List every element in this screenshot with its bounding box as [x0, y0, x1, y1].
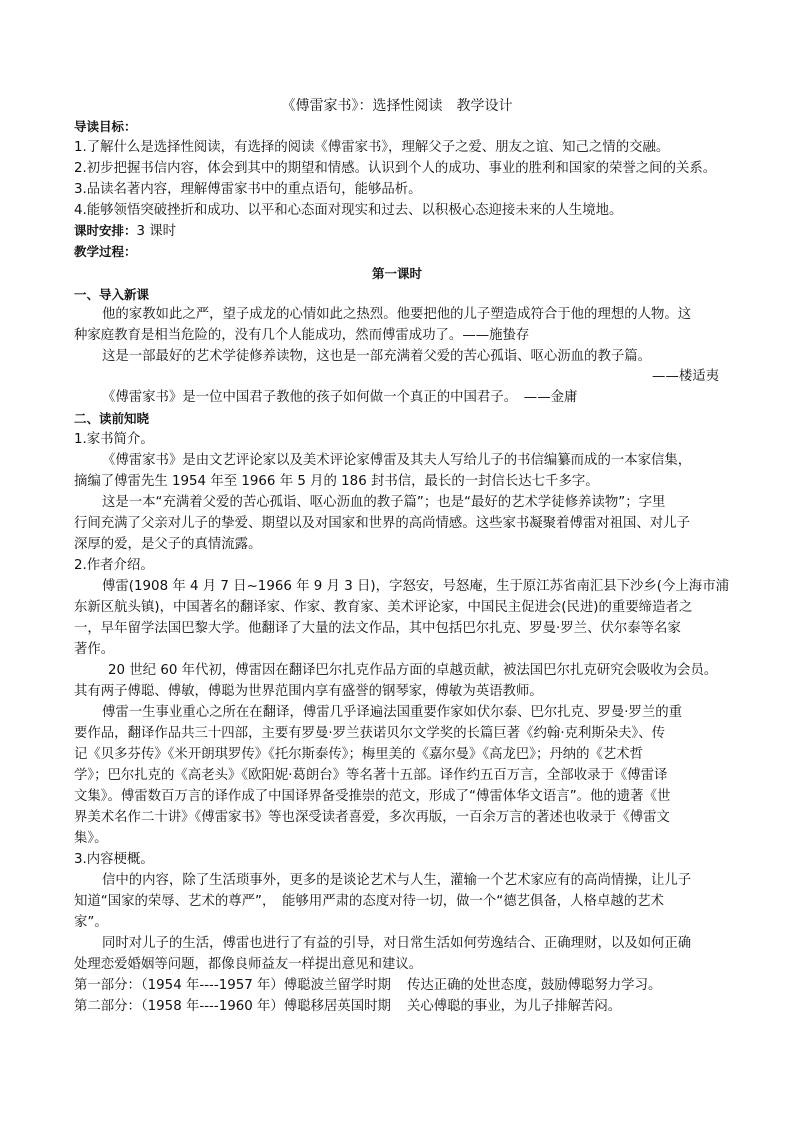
paragraph-line: 界美术名作二十讲》《傅雷家书》等也深受读者喜爱，多次再版，一百余万言的著述也收录于《傅雷文: [74, 810, 670, 825]
paragraph-line: 他的家教如此之严，望子成龙的心情如此之热烈。他要把他的儿子塑造成符合于他的理想的人物。这: [102, 307, 692, 322]
schedule-value: 3 课时: [136, 224, 177, 239]
process-heading: 教学过程：: [74, 244, 137, 259]
lesson-title: 第一课时: [371, 266, 422, 281]
paragraph-line: 《傅雷家书》是一位中国君子教他的孩子如何做一个真正的中国君子。 ——金庸: [102, 390, 578, 405]
goal-item: 2.初步把握书信内容，体会到其中的期望和情感。认识到个人的成功、事业的胜利和国家的荣誉之间的关系。: [74, 161, 717, 176]
part-row: [74, 976, 661, 996]
part-description: 关心傅聪的事业，为儿子排解苦闷。: [406, 999, 622, 1014]
goal-item: 1.了解什么是选择性阅读，有选择的阅读《傅雷家书》，理解父子之爱、朋友之谊、知己之情的交融。: [74, 140, 670, 155]
section-heading: 二、读前知晓: [74, 411, 150, 426]
paragraph-line: 傅雷一生事业重心之所在在翻译，傅雷几乎译遍法国重要作家如伏尔泰、巴尔扎克、罗曼·罗兰的重: [102, 705, 683, 720]
paragraph-line: 行间充满了父亲对儿子的挚爱、期望以及对国家和世界的高尚情感。这些家书凝聚着傅雷对祖国、对儿子: [74, 516, 690, 531]
paragraph-line: 《傅雷家书》是由文艺评论家以及美术评论家傅雷及其夫人写给儿子的书信编纂而成的一本家信集，: [102, 453, 692, 468]
paragraph-line: 一，早年留学法国巴黎大学。他翻译了大量的法文作品，其中包括巴尔扎克、罗曼·罗兰、伏尔泰等名家: [74, 621, 681, 636]
part-description: 传达正确的处世态度，鼓励傅聪努力学习。: [406, 978, 662, 993]
paragraph-line: 家”。: [74, 915, 108, 930]
document-title: 《傅雷家书》：选择性阅读 教学设计: [281, 98, 513, 114]
quote-attribution: ——楼适夷: [652, 369, 719, 384]
paragraph-line: 知道“国家的荣辱、艺术的尊严”， 能够用严肃的态度对待一切，做一个“德艺俱备，人格卓越的艺术: [74, 894, 664, 909]
paragraph-line: 这是一本“充满着父爱的苦心孤诣、呕心沥血的教子篇”；也是“最好的艺术学徒修养读物”；字里: [102, 495, 666, 510]
part-label: 第二部分：（1958 年----1960 年）傅聪移居英国时期: [74, 999, 391, 1014]
paragraph-line: 这是一部最好的艺术学徒修养读物，这也是一部充满着父爱的苦心孤诣、呕心沥血的教子篇。: [102, 349, 652, 364]
subsection-heading: 1.家书简介。: [74, 432, 154, 447]
goal-item: 4.能够领悟突破挫折和成功、以平和心态面对现实和过去、以积极心态迎接未来的人生境地。: [74, 203, 623, 218]
paragraph-line: 摘编了傅雷先生 1954 年至 1966 年 5 月的 186 封书信，最长的一封信长达七千多字。: [74, 474, 599, 489]
schedule-label: 课时安排：: [74, 223, 137, 238]
part-label: 第一部分：（1954 年----1957 年）傅聪波兰留学时期: [74, 978, 391, 993]
paragraph-line: 文集》。傅雷数百万言的译作成了中国译界备受推崇的范文，形成了“傅雷体华文语言”。他的遗著《世: [74, 789, 671, 804]
paragraph-line: 信中的内容，除了生活琐事外，更多的是谈论艺术与人生，灌输一个艺术家应有的高尚情操，让儿子: [102, 873, 692, 888]
subsection-heading: 3.内容梗概。: [74, 852, 154, 867]
paragraph-line: 同时对儿子的生活，傅雷也进行了有益的引导，对日常生活如何劳逸结合、正确理财，以及如何正确: [102, 936, 692, 951]
paragraph-line: 处理恋爱婚姻等问题，都像良师益友一样提出意见和建议。: [74, 957, 423, 972]
section-heading: 一、导入新课: [74, 287, 150, 302]
paragraph-line: 深厚的爱，是父子的真情流露。: [74, 537, 262, 552]
paragraph-line: 傅雷(1908 年 4 月 7 日~1966 年 9 月 3 日)，字怒安，号怒庵，生于原江苏省南汇县下沙乡(今上海市浦: [102, 579, 729, 594]
paragraph-line: 集》。: [74, 831, 108, 846]
goal-item: 3.品读名著内容，理解傅雷家书中的重点语句，能够品析。: [74, 182, 422, 197]
paragraph-line: 学》；巴尔扎克的《高老头》《欧阳妮·葛朗台》等名著十五部。译作约五百万言，全部收录于《傅雷译: [74, 768, 668, 783]
paragraph-line: 其有两子傅聪、傅敏，傅聪为世界范围内享有盛誉的钢琴家，傅敏为英语教师。: [74, 684, 543, 699]
paragraph-line: 种家庭教育是相当危险的，没有几个人能成功，然而傅雷成功了。——施蛰存: [74, 328, 530, 343]
schedule-line: [74, 221, 176, 242]
paragraph-line: 要作品，翻译作品共三十四部，主要有罗曼·罗兰获诺贝尔文学奖的长篇巨著《约翰·克利斯朵夫》、传: [74, 726, 665, 741]
paragraph-line: 东新区航头镇)，中国著名的翻译家、作家、教育家、美术评论家，中国民主促进会(民进)的重要缔造者之: [74, 600, 693, 615]
part-row: [74, 997, 621, 1017]
paragraph-line: 记《贝多芬传》《米开朗琪罗传》《托尔斯泰传》；梅里美的《嘉尔曼》《高龙巴》；丹纳的《艺术哲: [74, 747, 644, 762]
goals-heading: 导读目标：: [74, 119, 137, 134]
paragraph-line: 20 世纪 60 年代初，傅雷因在翻译巴尔扎克作品方面的卓越贡献，被法国巴尔扎克研究会吸收为会员。: [108, 663, 718, 678]
subsection-heading: 2.作者介绍。: [74, 558, 154, 573]
paragraph-line: 著作。: [74, 642, 115, 657]
